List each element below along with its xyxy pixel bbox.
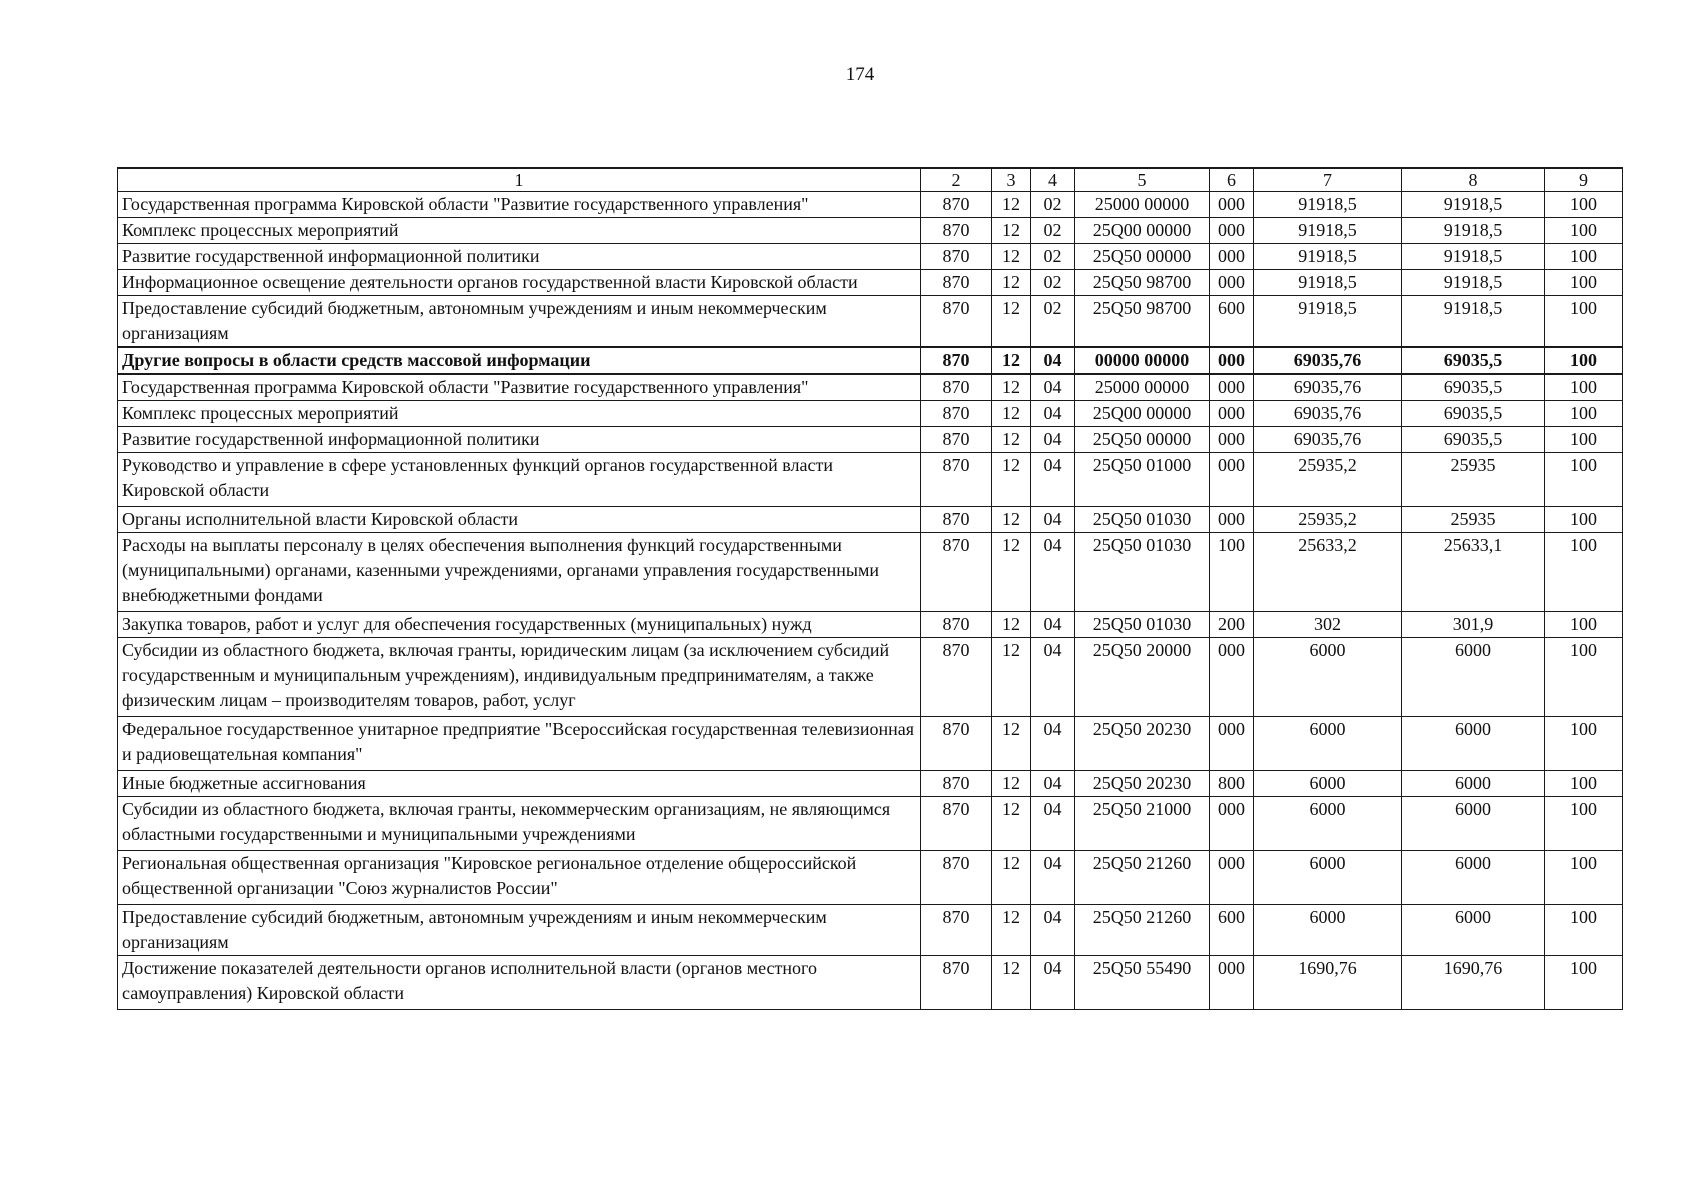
code-4-cell: 02 xyxy=(1031,270,1075,296)
code-6-cell: 000 xyxy=(1210,956,1254,1010)
code-3-cell: 12 xyxy=(992,638,1031,717)
code-6-cell: 000 xyxy=(1210,507,1254,533)
page-number: 174 xyxy=(845,64,875,85)
code-2-cell: 870 xyxy=(921,374,992,401)
code-4-cell: 04 xyxy=(1031,507,1075,533)
value-7-cell: 25633,2 xyxy=(1254,533,1402,612)
row-name-cell: Комплекс процессных мероприятий xyxy=(118,218,921,244)
percent-9-cell: 100 xyxy=(1545,427,1623,453)
code-4-cell: 04 xyxy=(1031,638,1075,717)
code-5-cell: 25Q50 00000 xyxy=(1075,427,1210,453)
percent-9-cell: 100 xyxy=(1545,218,1623,244)
value-7-cell: 6000 xyxy=(1254,717,1402,771)
value-7-cell: 91918,5 xyxy=(1254,218,1402,244)
table-row xyxy=(118,218,1623,244)
code-6-cell: 000 xyxy=(1210,638,1254,717)
value-7-cell: 69035,76 xyxy=(1254,347,1402,374)
code-3-cell: 12 xyxy=(992,244,1031,270)
row-name-cell: Органы исполнительной власти Кировской области xyxy=(118,507,921,533)
code-5-cell: 25Q50 21260 xyxy=(1075,905,1210,956)
code-6-cell: 600 xyxy=(1210,905,1254,956)
value-8-cell: 6000 xyxy=(1402,797,1545,851)
value-8-cell: 91918,5 xyxy=(1402,270,1545,296)
percent-9-cell: 100 xyxy=(1545,453,1623,507)
code-5-cell: 25Q50 01030 xyxy=(1075,612,1210,638)
code-5-cell: 25Q00 00000 xyxy=(1075,218,1210,244)
value-7-cell: 69035,76 xyxy=(1254,401,1402,427)
code-4-cell: 04 xyxy=(1031,453,1075,507)
code-6-cell: 000 xyxy=(1210,851,1254,905)
code-4-cell: 02 xyxy=(1031,218,1075,244)
value-7-cell: 6000 xyxy=(1254,771,1402,797)
value-8-cell: 69035,5 xyxy=(1402,347,1545,374)
code-4-cell: 04 xyxy=(1031,797,1075,851)
value-8-cell: 25633,1 xyxy=(1402,533,1545,612)
code-3-cell: 12 xyxy=(992,717,1031,771)
value-8-cell: 91918,5 xyxy=(1402,218,1545,244)
code-5-cell: 00000 00000 xyxy=(1075,347,1210,374)
code-4-cell: 04 xyxy=(1031,401,1075,427)
value-7-cell: 1690,76 xyxy=(1254,956,1402,1010)
table-row xyxy=(118,401,1623,427)
value-7-cell: 6000 xyxy=(1254,638,1402,717)
percent-9-cell: 100 xyxy=(1545,797,1623,851)
table-row xyxy=(118,771,1623,797)
code-3-cell: 12 xyxy=(992,612,1031,638)
code-5-cell: 25Q50 55490 xyxy=(1075,956,1210,1010)
code-3-cell: 12 xyxy=(992,270,1031,296)
code-6-cell: 000 xyxy=(1210,192,1254,218)
value-8-cell: 91918,5 xyxy=(1402,192,1545,218)
table-row xyxy=(118,244,1623,270)
percent-9-cell: 100 xyxy=(1545,717,1623,771)
code-3-cell: 12 xyxy=(992,956,1031,1010)
code-2-cell: 870 xyxy=(921,296,992,348)
value-8-cell: 301,9 xyxy=(1402,612,1545,638)
table-row xyxy=(118,453,1623,507)
column-header-7: 7 xyxy=(1254,168,1402,192)
row-name-cell: Субсидии из областного бюджета, включая гранты, юридическим лицам (за исключением субсидий государственным и муниципальным учреждениям), индивидуальным предпринимателям, а также физическим лицам – производителям товаров, работ, услуг xyxy=(118,638,921,717)
value-7-cell: 6000 xyxy=(1254,851,1402,905)
row-name-cell: Государственная программа Кировской области "Развитие государственного управления" xyxy=(118,374,921,401)
column-header-5: 5 xyxy=(1075,168,1210,192)
code-3-cell: 12 xyxy=(992,533,1031,612)
code-4-cell: 04 xyxy=(1031,851,1075,905)
column-header-3: 3 xyxy=(992,168,1031,192)
code-3-cell: 12 xyxy=(992,507,1031,533)
percent-9-cell: 100 xyxy=(1545,533,1623,612)
row-name-cell: Развитие государственной информационной политики xyxy=(118,427,921,453)
code-3-cell: 12 xyxy=(992,347,1031,374)
code-3-cell: 12 xyxy=(992,851,1031,905)
code-4-cell: 04 xyxy=(1031,347,1075,374)
value-7-cell: 69035,76 xyxy=(1254,427,1402,453)
code-6-cell: 000 xyxy=(1210,347,1254,374)
code-2-cell: 870 xyxy=(921,717,992,771)
row-name-cell: Предоставление субсидий бюджетным, автономным учреждениям и иным некоммерческим организациям xyxy=(118,296,921,348)
value-8-cell: 69035,5 xyxy=(1402,374,1545,401)
percent-9-cell: 100 xyxy=(1545,956,1623,1010)
code-2-cell: 870 xyxy=(921,612,992,638)
code-6-cell: 000 xyxy=(1210,427,1254,453)
code-6-cell: 000 xyxy=(1210,270,1254,296)
table-row xyxy=(118,612,1623,638)
code-3-cell: 12 xyxy=(992,453,1031,507)
code-5-cell: 25000 00000 xyxy=(1075,192,1210,218)
code-2-cell: 870 xyxy=(921,638,992,717)
code-5-cell: 25Q50 98700 xyxy=(1075,296,1210,348)
row-name-cell: Развитие государственной информационной политики xyxy=(118,244,921,270)
code-3-cell: 12 xyxy=(992,192,1031,218)
value-8-cell: 6000 xyxy=(1402,771,1545,797)
row-name-cell: Федеральное государственное унитарное предприятие "Всероссийская государственная телевизионная и радиовещательная компания" xyxy=(118,717,921,771)
table-row xyxy=(118,533,1623,612)
value-8-cell: 6000 xyxy=(1402,905,1545,956)
code-6-cell: 100 xyxy=(1210,533,1254,612)
percent-9-cell: 100 xyxy=(1545,771,1623,797)
code-5-cell: 25Q50 20230 xyxy=(1075,771,1210,797)
table-row xyxy=(118,956,1623,1010)
code-6-cell: 000 xyxy=(1210,453,1254,507)
code-5-cell: 25Q50 21260 xyxy=(1075,851,1210,905)
value-8-cell: 6000 xyxy=(1402,851,1545,905)
table-row xyxy=(118,192,1623,218)
row-name-cell: Расходы на выплаты персоналу в целях обеспечения выполнения функций государственными (муниципальными) органами, казенными учреждениями, органами управления государственными внебюджетными фондами xyxy=(118,533,921,612)
table-row xyxy=(118,717,1623,771)
code-3-cell: 12 xyxy=(992,797,1031,851)
code-2-cell: 870 xyxy=(921,956,992,1010)
code-2-cell: 870 xyxy=(921,427,992,453)
value-7-cell: 25935,2 xyxy=(1254,507,1402,533)
code-5-cell: 25Q50 01030 xyxy=(1075,507,1210,533)
value-8-cell: 1690,76 xyxy=(1402,956,1545,1010)
code-2-cell: 870 xyxy=(921,347,992,374)
code-5-cell: 25Q50 20230 xyxy=(1075,717,1210,771)
table-row xyxy=(118,427,1623,453)
percent-9-cell: 100 xyxy=(1545,638,1623,717)
code-2-cell: 870 xyxy=(921,533,992,612)
code-5-cell: 25Q50 98700 xyxy=(1075,270,1210,296)
code-6-cell: 000 xyxy=(1210,244,1254,270)
percent-9-cell: 100 xyxy=(1545,612,1623,638)
column-header-9: 9 xyxy=(1545,168,1623,192)
value-8-cell: 25935 xyxy=(1402,507,1545,533)
value-7-cell: 25935,2 xyxy=(1254,453,1402,507)
table-row xyxy=(118,296,1623,348)
code-5-cell: 25Q00 00000 xyxy=(1075,401,1210,427)
value-7-cell: 302 xyxy=(1254,612,1402,638)
code-6-cell: 600 xyxy=(1210,296,1254,348)
code-5-cell: 25000 00000 xyxy=(1075,374,1210,401)
code-3-cell: 12 xyxy=(992,296,1031,348)
table-row xyxy=(118,270,1623,296)
code-4-cell: 04 xyxy=(1031,905,1075,956)
code-4-cell: 04 xyxy=(1031,374,1075,401)
row-name-cell: Иные бюджетные ассигнования xyxy=(118,771,921,797)
code-2-cell: 870 xyxy=(921,244,992,270)
code-4-cell: 02 xyxy=(1031,244,1075,270)
column-header-1: 1 xyxy=(118,168,921,192)
value-8-cell: 69035,5 xyxy=(1402,427,1545,453)
code-4-cell: 04 xyxy=(1031,717,1075,771)
value-7-cell: 91918,5 xyxy=(1254,270,1402,296)
code-2-cell: 870 xyxy=(921,401,992,427)
code-2-cell: 870 xyxy=(921,797,992,851)
code-4-cell: 02 xyxy=(1031,296,1075,348)
percent-9-cell: 100 xyxy=(1545,507,1623,533)
row-name-cell: Руководство и управление в сфере установленных функций органов государственной власти Кировской области xyxy=(118,453,921,507)
table-row xyxy=(118,374,1623,401)
code-3-cell: 12 xyxy=(992,771,1031,797)
value-8-cell: 6000 xyxy=(1402,638,1545,717)
percent-9-cell: 100 xyxy=(1545,905,1623,956)
column-header-2: 2 xyxy=(921,168,992,192)
code-6-cell: 000 xyxy=(1210,797,1254,851)
value-8-cell: 91918,5 xyxy=(1402,296,1545,348)
table-row xyxy=(118,638,1623,717)
code-5-cell: 25Q50 01000 xyxy=(1075,453,1210,507)
value-7-cell: 91918,5 xyxy=(1254,244,1402,270)
code-6-cell: 000 xyxy=(1210,374,1254,401)
row-name-cell: Региональная общественная организация "Кировское региональное отделение общероссийской общественной организации "Союз журналистов России" xyxy=(118,851,921,905)
code-5-cell: 25Q50 20000 xyxy=(1075,638,1210,717)
value-7-cell: 6000 xyxy=(1254,905,1402,956)
table-row xyxy=(118,347,1623,374)
code-4-cell: 04 xyxy=(1031,771,1075,797)
code-6-cell: 200 xyxy=(1210,612,1254,638)
code-2-cell: 870 xyxy=(921,218,992,244)
code-3-cell: 12 xyxy=(992,374,1031,401)
percent-9-cell: 100 xyxy=(1545,401,1623,427)
value-7-cell: 6000 xyxy=(1254,797,1402,851)
code-4-cell: 04 xyxy=(1031,612,1075,638)
code-3-cell: 12 xyxy=(992,905,1031,956)
value-7-cell: 91918,5 xyxy=(1254,192,1402,218)
value-8-cell: 6000 xyxy=(1402,717,1545,771)
value-8-cell: 91918,5 xyxy=(1402,244,1545,270)
code-2-cell: 870 xyxy=(921,192,992,218)
code-6-cell: 800 xyxy=(1210,771,1254,797)
percent-9-cell: 100 xyxy=(1545,244,1623,270)
code-2-cell: 870 xyxy=(921,851,992,905)
code-6-cell: 000 xyxy=(1210,717,1254,771)
code-4-cell: 04 xyxy=(1031,533,1075,612)
percent-9-cell: 100 xyxy=(1545,374,1623,401)
row-name-cell: Предоставление субсидий бюджетным, автономным учреждениям и иным некоммерческим организациям xyxy=(118,905,921,956)
value-7-cell: 91918,5 xyxy=(1254,296,1402,348)
row-name-cell: Другие вопросы в области средств массовой информации xyxy=(118,347,921,374)
value-8-cell: 25935 xyxy=(1402,453,1545,507)
row-name-cell: Субсидии из областного бюджета, включая гранты, некоммерческим организациям, не являющимся областными государственными и муниципальными учреждениями xyxy=(118,797,921,851)
code-6-cell: 000 xyxy=(1210,218,1254,244)
code-2-cell: 870 xyxy=(921,453,992,507)
code-2-cell: 870 xyxy=(921,905,992,956)
code-3-cell: 12 xyxy=(992,401,1031,427)
row-name-cell: Комплекс процессных мероприятий xyxy=(118,401,921,427)
header-row xyxy=(118,168,1623,192)
code-2-cell: 870 xyxy=(921,270,992,296)
percent-9-cell: 100 xyxy=(1545,347,1623,374)
code-4-cell: 04 xyxy=(1031,956,1075,1010)
code-2-cell: 870 xyxy=(921,771,992,797)
percent-9-cell: 100 xyxy=(1545,851,1623,905)
row-name-cell: Информационное освещение деятельности органов государственной власти Кировской области xyxy=(118,270,921,296)
code-4-cell: 02 xyxy=(1031,192,1075,218)
value-8-cell: 69035,5 xyxy=(1402,401,1545,427)
row-name-cell: Государственная программа Кировской области "Развитие государственного управления" xyxy=(118,192,921,218)
code-5-cell: 25Q50 21000 xyxy=(1075,797,1210,851)
code-6-cell: 000 xyxy=(1210,401,1254,427)
code-3-cell: 12 xyxy=(992,218,1031,244)
table-row xyxy=(118,507,1623,533)
code-5-cell: 25Q50 00000 xyxy=(1075,244,1210,270)
row-name-cell: Достижение показателей деятельности органов исполнительной власти (органов местного самоуправления) Кировской области xyxy=(118,956,921,1010)
table-row xyxy=(118,905,1623,956)
row-name-cell: Закупка товаров, работ и услуг для обеспечения государственных (муниципальных) нужд xyxy=(118,612,921,638)
column-header-6: 6 xyxy=(1210,168,1254,192)
percent-9-cell: 100 xyxy=(1545,192,1623,218)
column-header-8: 8 xyxy=(1402,168,1545,192)
budget-table xyxy=(117,167,1623,1010)
table-body xyxy=(118,192,1623,1010)
value-7-cell: 69035,76 xyxy=(1254,374,1402,401)
code-5-cell: 25Q50 01030 xyxy=(1075,533,1210,612)
code-3-cell: 12 xyxy=(992,427,1031,453)
table-row xyxy=(118,851,1623,905)
code-4-cell: 04 xyxy=(1031,427,1075,453)
percent-9-cell: 100 xyxy=(1545,270,1623,296)
column-header-4: 4 xyxy=(1031,168,1075,192)
percent-9-cell: 100 xyxy=(1545,296,1623,348)
table-row xyxy=(118,797,1623,851)
code-2-cell: 870 xyxy=(921,507,992,533)
